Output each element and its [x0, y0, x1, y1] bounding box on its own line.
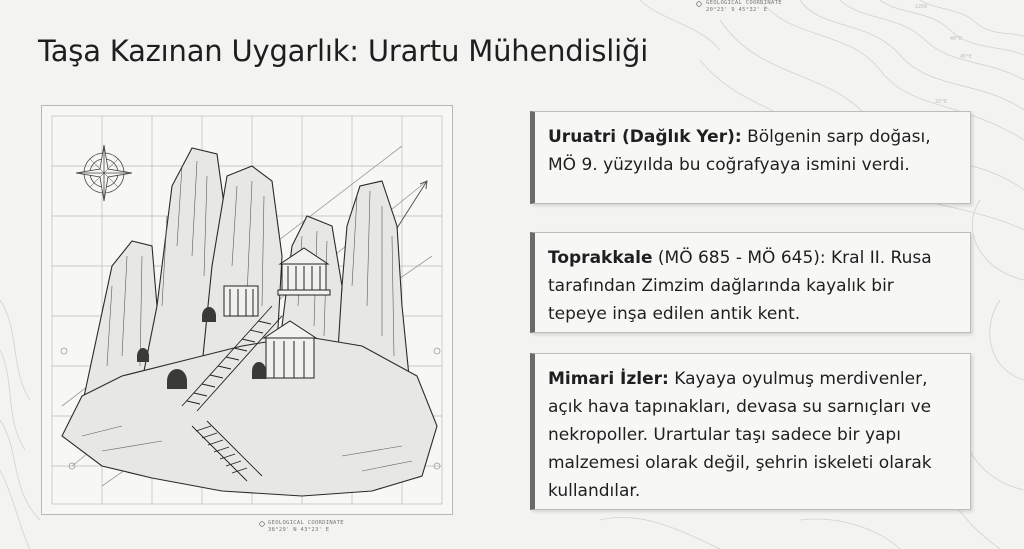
info-card-toprakkale [530, 232, 971, 333]
card-heading: Toprakkale [548, 248, 653, 268]
card-heading: Uruatri (Dağlık Yer): [548, 127, 742, 147]
coordinate-marker-icon [259, 521, 265, 527]
geological-coordinate-top [706, 0, 782, 14]
svg-text:45°E: 45°E [960, 54, 973, 60]
page-title: Taşa Kazınan Uygarlık: Urartu Mühendisliği [38, 34, 649, 68]
card-body: Kayaya oyulmuş merdivenler, açık hava tapınakları, devasa su sarnıçları ve nekropoller. Urartular taşı sadece bir yapı malzemesi olarak değil, şehrin iskeleti olarak kullandılar. [548, 369, 932, 501]
geo-coords: 38°29' N 43°23' E [268, 527, 330, 533]
geological-coordinate-bottom [268, 520, 344, 534]
geo-label: GEOLOGICAL COORDINATE [706, 0, 782, 6]
svg-text:32°E: 32°E [935, 99, 948, 105]
card-heading: Mimari İzler: [548, 369, 669, 389]
coordinate-marker-icon [696, 1, 702, 7]
info-card-mimari-izler [530, 353, 971, 510]
info-card-uruatri [530, 111, 971, 204]
svg-text:40°E: 40°E [950, 36, 963, 42]
geo-coords: 20°23' 9 45°32' E [706, 7, 768, 13]
compass-rose-icon [76, 145, 132, 201]
card-body: Bölgenin sarp doğası, MÖ 9. yüzyılda bu coğrafyaya ismini verdi. [548, 127, 931, 175]
card-body: (MÖ 685 - MÖ 645): Kral II. Rusa tarafından Zimzim dağlarında kayalık bir tepeye inşa edilen antik kent. [548, 248, 932, 324]
svg-text:1260: 1260 [915, 4, 928, 10]
rock-city-illustration [41, 105, 453, 515]
geo-label: GEOLOGICAL COORDINATE [268, 520, 344, 526]
